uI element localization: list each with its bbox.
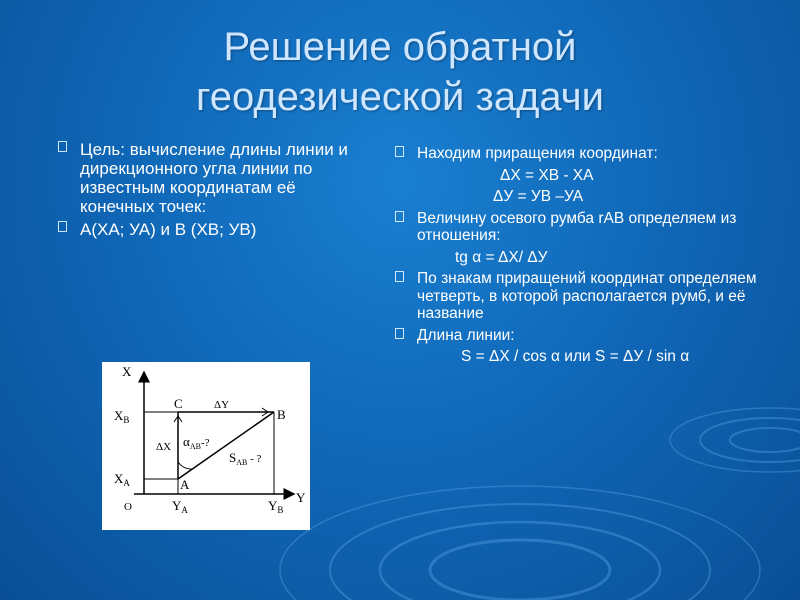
rhumb-item (395, 210, 790, 245)
bullet-icon (395, 146, 404, 157)
points-text: А(ХА; УА) и В (ХВ; УВ) (80, 220, 257, 239)
ya-label: $Y_A$ (172, 498, 188, 515)
goal-item (58, 140, 358, 216)
left-column (58, 140, 358, 243)
point-c-label: C (174, 396, 183, 411)
axis-x-label: X (122, 364, 132, 379)
quarter-text: По знакам приращений координат определяем четверть, в которой располагается румб, и её название (417, 270, 757, 322)
rhumb-intro: Величину осевого румба rАВ определяем из отношения: (417, 209, 737, 244)
s-label: $S_{AB}$ - ? (229, 450, 262, 467)
point-a-label: A (180, 477, 190, 492)
dx-label: ΔX (156, 441, 172, 453)
points-item (58, 220, 358, 239)
xb-label: $X_B$ (114, 408, 130, 425)
tg-formula: tg α = ΔХ/ ΔУ (455, 248, 548, 266)
diagram-svg (102, 362, 310, 530)
increments-item (395, 145, 790, 163)
dy-label: ΔY (214, 399, 230, 411)
bullet-icon (58, 141, 67, 152)
bullet-icon (58, 221, 67, 232)
alpha-arc (178, 462, 192, 469)
bullet-icon (395, 211, 404, 222)
quarter-item (395, 270, 790, 323)
axis-y-label: Y (296, 490, 306, 505)
dx-formula: ΔХ = ХВ - ХА (500, 166, 594, 184)
dy-formula: ΔУ = УВ –УА (493, 188, 584, 205)
right-column (395, 145, 790, 370)
bullet-icon (395, 271, 404, 282)
point-b-label: B (277, 407, 286, 422)
increments-intro: Находим приращения координат: (417, 145, 658, 162)
title-line-1: Решение обратной (223, 25, 577, 69)
length-formula: S = ΔХ / cos α или S = ΔУ / sin α (461, 348, 690, 365)
length-intro: Длина линии: (417, 326, 515, 344)
bullet-icon (395, 328, 404, 339)
title-line-2: геодезической задачи (196, 75, 604, 119)
coordinate-diagram (102, 362, 310, 530)
slide-title (0, 22, 800, 122)
goal-text: Цель: вычисление длины линии и дирекционного угла линии по известным координатам её конечных точек: (80, 140, 348, 216)
alpha-label: $\alpha_{AB}^{-?}$ (183, 434, 210, 451)
yb-label: $Y_B$ (268, 498, 284, 515)
xa-label: $X_A$ (114, 471, 130, 488)
origin-label: O (124, 501, 132, 513)
length-item (395, 327, 790, 345)
